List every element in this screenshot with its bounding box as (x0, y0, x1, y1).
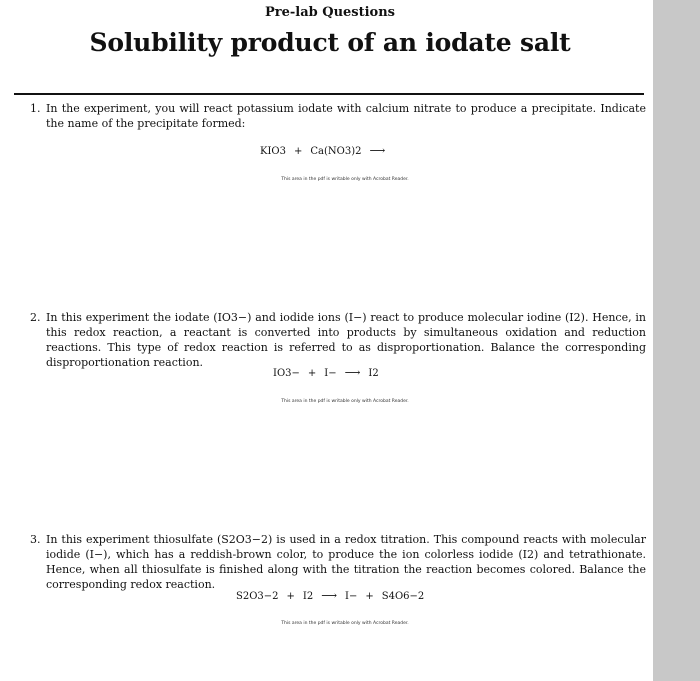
title-divider (14, 93, 644, 95)
page-title: Solubility product of an iodate salt (89, 28, 571, 57)
answer-area-note: This area in the pdf is writable only with Acrobat Reader. (281, 177, 409, 182)
reaction-arrow: ⟶ (344, 366, 361, 379)
question-number: 1. (30, 102, 41, 115)
question-text: In this experiment the iodate (IO3−) and iodide ions (I−) react to produce molecular iodine (I2). Hence, in this redox reaction, a reactant is converted into products by simultaneous oxidation and reduction reactions. This type of redox reaction is referred to as disproportionation. Balance the corresponding disproportionation reaction. (46, 311, 646, 369)
reactant-thiosulfate: S2O3−2 (236, 591, 279, 602)
reaction-arrow: ⟶ (369, 144, 386, 157)
reactant-iodide: I− (324, 368, 337, 379)
plus-sign: + (365, 591, 374, 602)
product-iodine: I2 (368, 368, 379, 379)
reactant-iodate: IO3− (273, 368, 300, 379)
viewer-side-panel (653, 0, 700, 681)
equation-2 (273, 366, 379, 379)
plus-sign: + (307, 368, 317, 379)
plus-sign: + (293, 146, 303, 157)
reactant-iodine: I2 (302, 591, 314, 602)
question-1 (30, 101, 646, 131)
question-2 (30, 310, 646, 370)
question-text: In this experiment thiosulfate (S2O3−2) is used in a redox titration. This compound reacts with molecular iodide (I−), which has a reddish-brown color, to produce the ion colorless iodide (I2) and tetrathionate. Hence, when all thiosulfate is finished along with the titration the reaction becomes colored. Balance the corresponding redox reaction. (46, 533, 646, 591)
question-number: 2. (30, 311, 41, 324)
answer-area-note: This area in the pdf is writable only with Acrobat Reader. (281, 399, 409, 404)
plus-sign: + (286, 591, 295, 602)
question-number: 3. (30, 533, 41, 546)
answer-area-note: This area in the pdf is writable only with Acrobat Reader. (281, 621, 409, 626)
section-kicker: Pre-lab Questions (264, 5, 396, 20)
reactant-kio3: KIO3 (260, 146, 286, 157)
question-3 (30, 532, 646, 592)
product-tetrathionate: S4O6−2 (381, 591, 425, 602)
equation-1 (260, 144, 393, 157)
equation-3 (236, 589, 424, 602)
product-iodide: I− (345, 591, 358, 602)
question-text: In the experiment, you will react potassium iodate with calcium nitrate to produce a precipitate. Indicate the name of the precipitate formed: (46, 102, 646, 130)
reactant-calcium-nitrate: Ca(NO3)2 (310, 146, 362, 157)
reaction-arrow: ⟶ (321, 589, 337, 602)
